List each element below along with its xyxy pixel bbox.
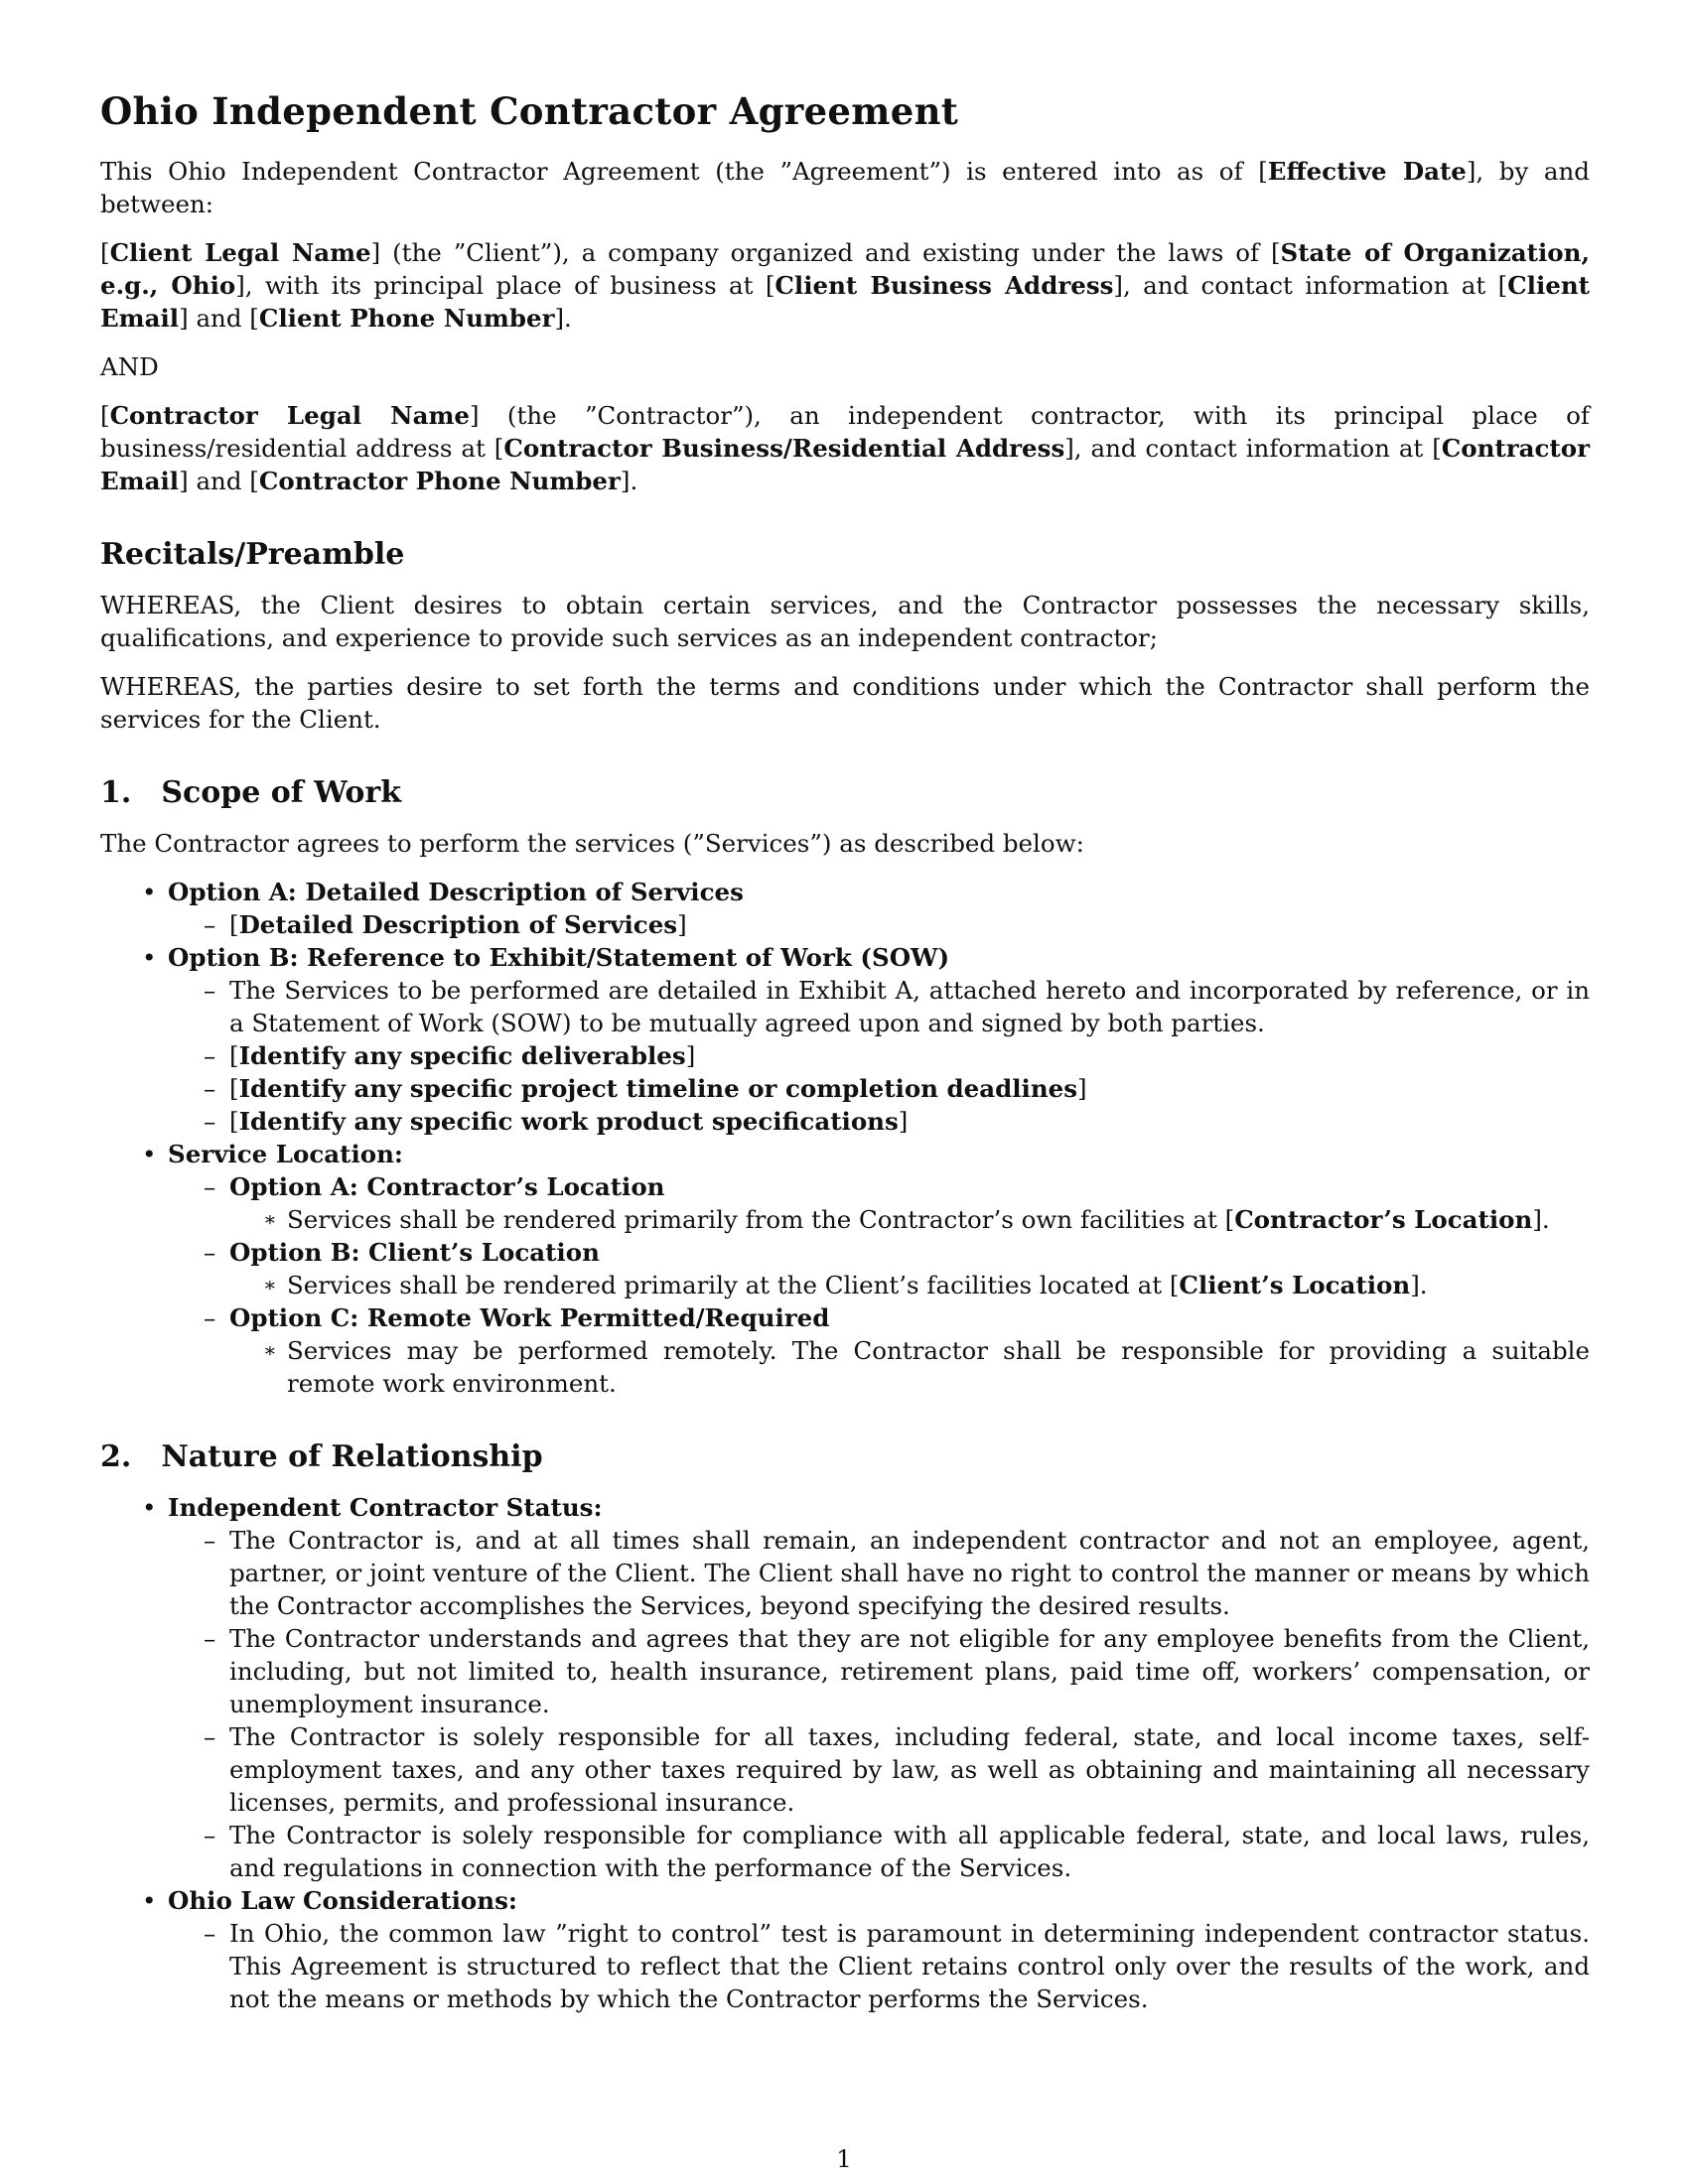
- location-option-c-label: Option C: Remote Work Permitted/Required: [229, 1303, 830, 1332]
- list-item: – In Ohio, the common law ”right to control” test is paramount in determining independent contractor status. This Agreement is structured to reflect that the Client retains control only over the results of the work, and not the means or methods by which the Contractor performs the Services.: [168, 1917, 1590, 2015]
- recital-paragraph: WHEREAS, the parties desire to set forth the terms and conditions under which the Contractor shall perform the services for the Client.: [100, 672, 1590, 734]
- client-location-placeholder: Client’s Location: [1179, 1271, 1411, 1299]
- list-item: [100, 1884, 1590, 2015]
- contractor-paragraph: [100, 399, 1590, 497]
- list-item: ∗ Services may be performed remotely. The Contractor shall be responsible for providing a suitable remote work environment.: [229, 1334, 1590, 1400]
- contractor-text: ] and [: [179, 467, 259, 495]
- location-option-a-label: Option A: Contractor’s Location: [229, 1172, 665, 1201]
- location-text: Services shall be rendered primarily at the Client’s facilities located at [: [287, 1271, 1180, 1299]
- client-address-placeholder: Client Business Address: [774, 271, 1114, 300]
- scope-heading: 1. Scope of Work: [100, 775, 401, 810]
- services-placeholder: Detailed Description of Services: [238, 910, 678, 939]
- list-item: – [Identify any specific deliverables]: [168, 1039, 1590, 1072]
- intro-paragraph: [100, 155, 1590, 220]
- deliverables-placeholder: Identify any specific deliverables: [238, 1041, 686, 1070]
- option-a-label: Option A: Detailed Description of Services: [168, 878, 744, 906]
- client-phone-placeholder: Client Phone Number: [258, 304, 555, 333]
- contractor-name-placeholder: Contractor Legal Name: [109, 401, 470, 430]
- client-text: [: [100, 238, 110, 267]
- state-placeholder: State of Organization, e.g., Ohio: [100, 238, 1590, 300]
- ohio-law-label: Ohio Law Considerations:: [168, 1886, 517, 1915]
- page-number: 1: [836, 2144, 852, 2173]
- list-item: – [Detailed Description of Services]: [168, 908, 1590, 941]
- relationship-list: [100, 1491, 1590, 2015]
- client-text: ] and [: [179, 304, 259, 333]
- contractor-phone-placeholder: Contractor Phone Number: [258, 467, 621, 495]
- contractor-text: ], and contact information at [: [1064, 434, 1442, 463]
- client-email-placeholder: Client Email: [100, 271, 1590, 333]
- client-paragraph: [100, 236, 1590, 335]
- effective-date-placeholder: Effective Date: [1267, 157, 1467, 186]
- list-item: – The Contractor is solely responsible for compliance with all applicable federal, state, and local laws, rules, and regulations in connection with the performance of the Services.: [168, 1819, 1590, 1884]
- intro-text: ], by and between:: [100, 157, 1590, 218]
- specifications-placeholder: Identify any specific work product specifications: [238, 1107, 899, 1136]
- list-item: – [Identify any specific project timeline or completion deadlines]: [168, 1072, 1590, 1105]
- service-location-label: Service Location:: [168, 1140, 403, 1168]
- client-text: ], and contact information at [: [1113, 271, 1508, 300]
- document-page: [100, 87, 1590, 2015]
- recital-paragraph: WHEREAS, the Client desires to obtain certain services, and the Contractor possesses the necessary skills, qualifications, and experience to provide such services as an independent contractor;: [100, 591, 1590, 652]
- list-item: [168, 1170, 1590, 1236]
- recitals-heading: Recitals/Preamble: [100, 537, 405, 572]
- client-name-placeholder: Client Legal Name: [109, 238, 371, 267]
- list-item: [100, 941, 1590, 1138]
- contractor-text: [: [100, 401, 110, 430]
- contractor-text: ].: [620, 467, 638, 495]
- document-title: Ohio Independent Contractor Agreement: [100, 89, 959, 133]
- contractor-address-placeholder: Contractor Business/Residential Address: [503, 434, 1065, 463]
- list-item: – The Contractor is solely responsible for all taxes, including federal, state, and local income taxes, self-employment taxes, and any other taxes required by law, as well as obtaining and maintaining all necessary licenses, permits, and professional insurance.: [168, 1720, 1590, 1819]
- contractor-text: ] (the ”Contractor”), an independent contractor, with its principal place of business/residential address at [: [100, 401, 1590, 463]
- list-item: – The Contractor is, and at all times shall remain, an independent contractor and not an employee, agent, partner, or joint venture of the Client. The Client shall have no right to control the manner or means by which the Contractor accomplishes the Services, beyond specifying the desired results.: [168, 1524, 1590, 1622]
- list-item: – The Contractor understands and agrees that they are not eligible for any employee benefits from the Client, including, but not limited to, health insurance, retirement plans, paid time off, workers’ compensation, or unemployment insurance.: [168, 1622, 1590, 1720]
- list-item: – The Services to be performed are detailed in Exhibit A, attached hereto and incorporated by reference, or in a Statement of Work (SOW) to be mutually agreed upon and signed by both parties.: [168, 974, 1590, 1039]
- list-item: [168, 1301, 1590, 1400]
- scope-list: [100, 876, 1590, 1400]
- location-text: Services shall be rendered primarily from the Contractor’s own facilities at [: [287, 1205, 1235, 1234]
- contractor-location-placeholder: Contractor’s Location: [1234, 1205, 1533, 1234]
- client-text: ] (the ”Client”), a company organized and existing under the laws of [: [370, 238, 1281, 267]
- relationship-heading: 2. Nature of Relationship: [100, 1439, 543, 1474]
- client-text: ].: [554, 304, 572, 333]
- contractor-status-label: Independent Contractor Status:: [168, 1493, 603, 1522]
- client-text: ], with its principal place of business at [: [235, 271, 775, 300]
- timeline-placeholder: Identify any specific project timeline or completion deadlines: [238, 1074, 1078, 1103]
- list-item: [100, 1138, 1590, 1400]
- location-text: ].: [1410, 1271, 1428, 1299]
- list-item: [100, 1491, 1590, 1884]
- option-b-label: Option B: Reference to Exhibit/Statement of Work (SOW): [168, 943, 950, 972]
- intro-text: This Ohio Independent Contractor Agreement (the ”Agreement”) is entered into as of [: [100, 157, 1268, 186]
- location-text: ].: [1532, 1205, 1550, 1234]
- list-item: [168, 1236, 1590, 1301]
- location-option-b-label: Option B: Client’s Location: [229, 1238, 600, 1267]
- and-text: AND: [100, 352, 159, 381]
- list-item: [100, 876, 1590, 941]
- list-item: [229, 1203, 1590, 1236]
- list-item: – [Identify any specific work product specifications]: [168, 1105, 1590, 1138]
- contractor-email-placeholder: Contractor Email: [100, 434, 1591, 495]
- scope-intro: The Contractor agrees to perform the services (”Services”) as described below:: [100, 829, 1084, 858]
- list-item: [229, 1269, 1590, 1301]
